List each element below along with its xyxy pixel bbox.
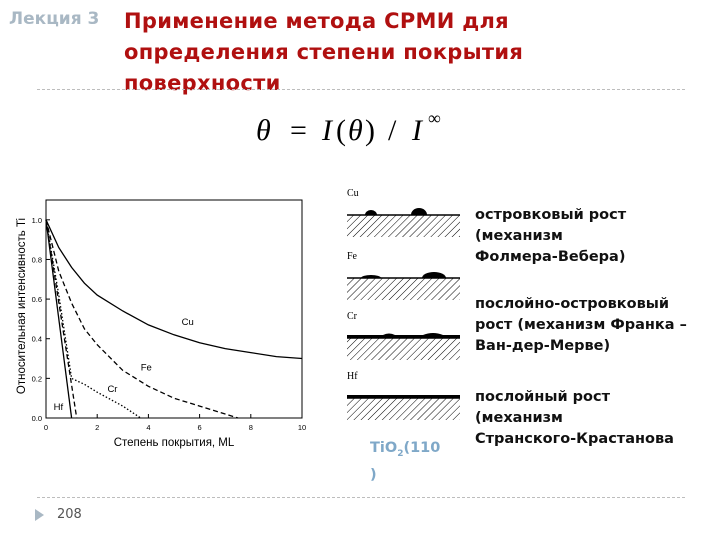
x-axis-label: Степень покрытия, ML <box>113 437 235 449</box>
growth-panel-label: Fe <box>347 251 357 262</box>
growth-text-line: Странского-Крастанова <box>475 431 674 447</box>
growth-mode-panels <box>343 183 468 423</box>
substrate-orientation-end: ) <box>370 466 377 483</box>
formula-paren-close: ) <box>365 114 375 147</box>
growth-text-line: послойно-островковый <box>475 296 670 312</box>
page-number: 208 <box>57 507 82 522</box>
adsorbate-layer <box>347 333 460 338</box>
growth-text-line: (механизм <box>475 410 563 426</box>
formula-intensity-inf: I <box>412 114 422 147</box>
adsorbate-island <box>361 275 381 278</box>
growth-panel-hf <box>347 371 460 420</box>
adsorbate-layer <box>347 395 460 398</box>
x-tick-label: 6 <box>197 423 202 432</box>
x-tick-label: 4 <box>146 423 151 432</box>
formula-intensity: I <box>322 114 332 147</box>
plot-frame <box>46 200 302 418</box>
formula-theta-arg: θ <box>348 114 363 147</box>
adsorbate-island <box>422 272 446 278</box>
growth-panel-fe <box>347 251 460 300</box>
x-tick-label: 10 <box>297 423 307 432</box>
y-tick-label: 0.2 <box>31 374 42 384</box>
top-divider <box>37 89 685 90</box>
substrate-label <box>370 438 470 486</box>
adsorbate-island <box>411 208 427 215</box>
lecture-label: Лекция 3 <box>9 9 100 29</box>
growth-text-line: Фолмера-Вебера) <box>475 249 626 265</box>
formula-equals: = <box>290 114 307 147</box>
growth-text-line: (механизм <box>475 228 563 244</box>
substrate-block <box>347 398 460 420</box>
adsorbate-island <box>365 210 377 215</box>
growth-text-line: островковый рост <box>475 207 627 223</box>
formula-infinity: ∞ <box>428 108 441 128</box>
substrate-formula: TiO <box>370 440 398 456</box>
series-label-hf: Hf <box>53 402 64 414</box>
formula-slash: / <box>388 114 397 147</box>
bottom-divider <box>37 497 685 498</box>
y-axis-label: Относительная интенсивность Ti <box>16 217 28 395</box>
coverage-formula <box>252 104 462 154</box>
title-line: Применение метода СРМИ для <box>124 9 509 33</box>
growth-panel-cu <box>347 188 460 237</box>
growth-text-line: Ван-дер-Мерве) <box>475 338 611 354</box>
growth-panel-cr <box>347 311 460 360</box>
substrate-block <box>347 215 460 237</box>
y-tick-label: 0.0 <box>31 414 42 423</box>
series-label-cr: Cr <box>107 384 118 396</box>
series-label-fe: Fe <box>140 362 152 374</box>
growth-panel-label: Cu <box>347 188 359 199</box>
y-tick-label: 0.6 <box>31 295 42 305</box>
title-line: определения степени покрытия <box>124 40 524 64</box>
growth-panel-label: Hf <box>347 371 358 382</box>
x-tick-label: 2 <box>95 423 100 432</box>
growth-text-line: послойный рост <box>475 389 610 405</box>
x-tick-label: 0 <box>43 423 49 432</box>
formula-paren-open: ( <box>336 114 346 147</box>
x-tick-label: 8 <box>248 423 253 432</box>
growth-mode-layer <box>475 387 710 450</box>
page-arrow-icon <box>35 509 44 521</box>
growth-mode-layer-island <box>475 294 710 357</box>
substrate-orientation: (110 <box>403 440 441 456</box>
title-line: поверхности <box>124 71 281 95</box>
series-label-cu: Cu <box>181 316 194 328</box>
substrate-subscript: 2 <box>397 448 404 459</box>
growth-mode-island <box>475 205 710 268</box>
intensity-chart <box>10 180 320 455</box>
growth-text-line: рост (механизм Франка – <box>475 317 687 333</box>
substrate-block <box>347 278 460 300</box>
growth-panel-label: Cr <box>347 311 357 322</box>
y-tick-label: 0.8 <box>31 255 42 265</box>
formula-theta: θ <box>256 114 271 147</box>
y-tick-label: 1.0 <box>31 215 42 225</box>
y-tick-label: 0.4 <box>31 334 42 344</box>
slide-title <box>124 6 604 99</box>
substrate-block <box>347 338 460 360</box>
